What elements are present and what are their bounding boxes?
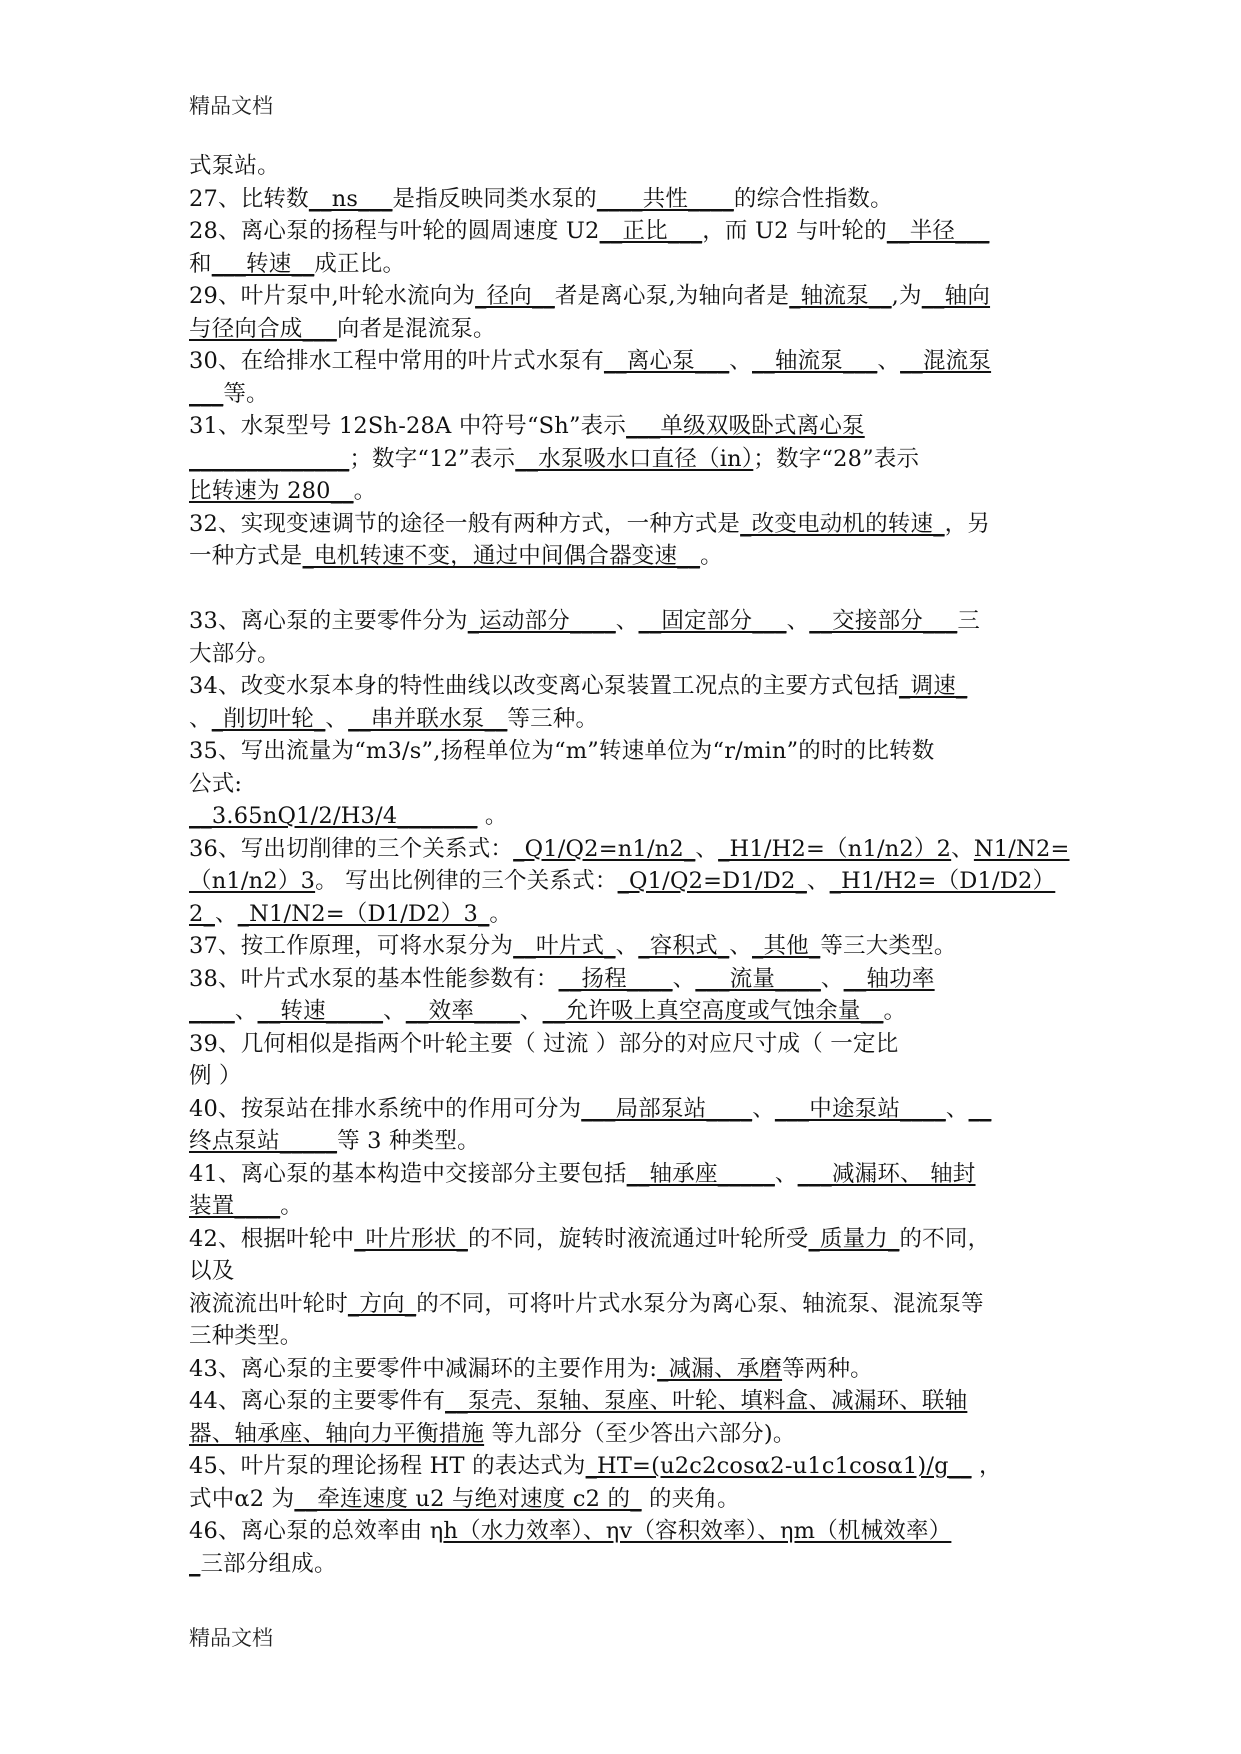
question-text: η xyxy=(422,1518,444,1544)
answer-blank: N1/N2= xyxy=(973,835,1070,862)
answer-blank: _其他_ xyxy=(752,933,821,959)
question-text: 、 xyxy=(672,965,696,992)
question-text: 。 xyxy=(700,543,723,569)
answer-blank: _HT=(u2c2cosα2-u1c1cosα1)/g__ xyxy=(585,1453,972,1479)
question-text: 44、离心泵的主要零件有 xyxy=(189,1388,446,1414)
text-line xyxy=(189,1223,1059,1256)
question-text: 、 xyxy=(806,868,830,894)
text-line xyxy=(189,1515,1059,1548)
answer-blank: _N1/N2=（D1/D2）3_ xyxy=(237,900,490,927)
text-line xyxy=(189,183,1059,216)
answer-blank: 与径向合成___ xyxy=(189,315,337,342)
answer-blank: ___减漏环、 轴封 xyxy=(797,1160,976,1187)
answer-blank: _方向_ xyxy=(347,1290,417,1317)
question-text: 。 xyxy=(883,998,907,1024)
question-text: 、 xyxy=(786,608,810,634)
question-text: 三部分组成。 xyxy=(200,1550,337,1577)
question-text: 45、叶片泵的理论扬程 HT 的表达式为 xyxy=(189,1453,586,1479)
question-text: 37、按工作原理，可将水泵分为 xyxy=(189,933,514,959)
answer-blank: 装置____ xyxy=(189,1193,281,1219)
question-text: 、 xyxy=(189,705,212,732)
question-text: 等两种。 xyxy=(782,1355,873,1382)
answer-blank: _ xyxy=(189,1550,201,1577)
answer-blank: __ xyxy=(968,1095,992,1122)
question-text: ，另 xyxy=(944,510,991,537)
question-text: 31、水泵型号 12Sh-28A 中符号“Sh”表示 xyxy=(189,413,627,439)
text-line xyxy=(189,313,1059,346)
question-text: 的夹角。 xyxy=(641,1485,740,1512)
question-text: 、 xyxy=(325,705,349,732)
question-text: 的综合性指数。 xyxy=(733,185,893,212)
text-line xyxy=(189,1255,1059,1288)
text-line xyxy=(189,1190,1059,1223)
question-text: 33、离心泵的主要零件分为 xyxy=(189,608,468,634)
question-text: 是指反映同类水泵的 xyxy=(392,185,597,212)
question-text: 。 xyxy=(280,1193,303,1219)
text-line xyxy=(189,605,1059,638)
text-line xyxy=(189,995,1059,1028)
text-line xyxy=(189,1288,1059,1321)
answer-blank: （n1/n2）3 xyxy=(189,868,316,894)
answer-blank: 终点泵站_____ xyxy=(189,1128,338,1154)
text-line xyxy=(189,1093,1059,1126)
question-text: 、 xyxy=(945,1095,969,1122)
answer-blank: 比转速为 280__ xyxy=(189,478,354,504)
answer-blank: _Q1/Q2=n1/n2_ xyxy=(513,835,696,862)
question-text: 、 xyxy=(752,1095,775,1122)
answer-blank: _改变电动机的转速_ xyxy=(740,510,945,537)
question-text: 42、根据叶轮中 xyxy=(189,1225,355,1252)
answer-blank: 器、轴承座、轴向力平衡措施 xyxy=(189,1420,485,1447)
answer-blank: ______________ xyxy=(189,445,350,472)
text-line xyxy=(189,1125,1059,1158)
question-text: 46、离心泵的总效率由 xyxy=(189,1518,423,1544)
question-text: 以及 xyxy=(189,1258,235,1284)
question-text: 、 xyxy=(877,348,901,374)
text-line xyxy=(189,345,1059,378)
answer-blank: __扬程____ xyxy=(558,965,673,992)
text-line xyxy=(189,930,1059,963)
question-text: 三 xyxy=(957,608,981,634)
question-text: 、 xyxy=(820,965,844,992)
answer-blank: _电机转速不变，通过中间偶合器变速__ xyxy=(302,543,701,569)
answer-blank: __半径___ xyxy=(886,218,990,244)
question-text: 、 xyxy=(383,998,406,1024)
question-text: 的不同，可将叶片式水泵分为离心泵、轴流泵、混流泵等 xyxy=(416,1290,984,1317)
answer-blank: __转速_____ xyxy=(257,998,384,1024)
question-text: 的不同，旋转时液流通过叶轮所受 xyxy=(467,1225,809,1252)
text-line xyxy=(189,963,1059,996)
answer-blank: __交接部分___ xyxy=(809,608,958,634)
blank-line xyxy=(189,573,1059,606)
question-text: 40、按泵站在排水系统中的作用可分为 xyxy=(189,1095,582,1122)
text-line xyxy=(189,540,1059,573)
answer-blank: _削切叶轮_ xyxy=(211,705,326,732)
text-line xyxy=(189,735,1059,768)
text-line xyxy=(189,150,1059,183)
question-text: 例 ） xyxy=(189,1063,242,1089)
answer-blank: __轴流泵___ xyxy=(752,348,878,374)
text-line xyxy=(189,1060,1059,1093)
question-text: 等三种。 xyxy=(507,705,599,732)
answer-blank: __ns___ xyxy=(308,185,393,212)
text-line xyxy=(189,768,1059,801)
answer-blank: __混流泵 xyxy=(900,348,992,374)
text-line xyxy=(189,898,1059,931)
text-line xyxy=(189,670,1059,703)
answer-blank: _调速_ xyxy=(899,673,968,699)
question-text: 41、离心泵的基本构造中交接部分主要包括 xyxy=(189,1160,627,1187)
question-text: 等 3 种类型。 xyxy=(337,1128,480,1154)
page-footer: 精品文档 xyxy=(189,1626,273,1650)
question-text: 、 xyxy=(214,900,238,927)
question-text: 等三大类型。 xyxy=(820,933,957,959)
answer-blank: _运动部分____ xyxy=(467,608,616,634)
text-line xyxy=(189,475,1059,508)
text-line xyxy=(189,1320,1059,1353)
text-line xyxy=(189,1353,1059,1386)
answer-blank: __3.65nQ1/2/H3/4_______ xyxy=(189,803,478,829)
question-text: 的不同， xyxy=(899,1225,991,1252)
question-text: 、 xyxy=(615,933,639,959)
answer-blank: _减漏、承磨 xyxy=(657,1355,783,1382)
question-text: 液流流出叶轮时 xyxy=(189,1290,348,1317)
answer-blank: _径向__ xyxy=(475,283,555,309)
answer-blank: ___流量____ xyxy=(695,965,821,992)
question-text: 43、离心泵的主要零件中减漏环的主要作用为: xyxy=(189,1355,658,1382)
answer-blank: ___转速__ xyxy=(211,250,315,277)
question-text: 、 xyxy=(774,1160,798,1187)
question-text: 30、在给排水工程中常用的叶片式水泵有 xyxy=(189,348,604,374)
answer-blank: __轴承座_____ xyxy=(626,1160,775,1187)
question-text: 公式: xyxy=(189,770,243,797)
question-text: 大部分。 xyxy=(189,640,280,667)
question-text: ；数字“12”表示 xyxy=(349,445,516,472)
text-line xyxy=(189,1483,1059,1516)
text-line xyxy=(189,443,1059,476)
text-line xyxy=(189,703,1059,736)
question-text: 。 写出比例律的三个关系式： xyxy=(315,868,618,894)
text-line xyxy=(189,248,1059,281)
answer-blank: _轴流泵__ xyxy=(789,283,892,309)
text-line xyxy=(189,1450,1059,1483)
answer-blank: ____共性____ xyxy=(596,185,734,212)
question-text: ；数字“28”表示 xyxy=(753,445,920,472)
text-line xyxy=(189,280,1059,313)
question-text: 38、叶片式水泵的基本性能参数有： xyxy=(189,965,559,992)
answer-blank: __正比___ xyxy=(599,218,703,244)
answer-blank: _H1/H2=（D1/D2） xyxy=(829,868,1056,894)
text-line xyxy=(189,800,1059,833)
document-body xyxy=(189,150,1070,1580)
question-text: 32、实现变速调节的途径一般有两种方式，一种方式是 xyxy=(189,510,741,537)
question-text: 者是离心泵,为轴向者是 xyxy=(554,283,790,309)
answer-blank: ___中途泵站____ xyxy=(774,1095,946,1122)
answer-blank: ___单级双吸卧式离心泵 xyxy=(626,413,865,439)
answer-blank: __离心泵___ xyxy=(603,348,730,374)
question-text: 式中α2 为 xyxy=(189,1485,295,1512)
answer-blank: ____ xyxy=(189,998,235,1024)
question-text: 等九部分（至少答出六部分)。 xyxy=(484,1420,796,1447)
question-text: 、 xyxy=(695,835,719,862)
question-text: 28、离心泵的扬程与叶轮的圆周速度 U2 xyxy=(189,218,600,244)
question-text: 。 xyxy=(477,803,508,829)
question-text: 和 xyxy=(189,250,212,277)
text-line xyxy=(189,1158,1059,1191)
answer-blank: ___ xyxy=(189,380,224,407)
text-line xyxy=(189,215,1059,248)
answer-blank: __叶片式_ xyxy=(513,933,616,959)
answer-blank: _容积式_ xyxy=(638,933,730,959)
answer-blank: _H1/H2=（n1/n2）2 xyxy=(718,835,952,862)
question-text: 36、写出切削律的三个关系式： xyxy=(189,835,514,862)
text-line xyxy=(189,1548,1059,1581)
question-text: 27、比转数 xyxy=(189,185,309,212)
question-text: 、 xyxy=(729,933,753,959)
answer-blank: __固定部分___ xyxy=(638,608,787,634)
answer-blank: __允许吸上真空高度或气蚀余量__ xyxy=(542,998,884,1024)
answer-blank: __串并联水泵__ xyxy=(348,705,508,732)
question-text: 式泵站。 xyxy=(189,153,280,179)
answer-blank: __水泵吸水口直径（in） xyxy=(515,445,754,472)
text-line xyxy=(189,1418,1059,1451)
answer-blank: __轴功率 xyxy=(843,965,935,992)
question-text: 、 xyxy=(615,608,639,634)
question-text: 、 xyxy=(519,998,543,1024)
text-line xyxy=(189,833,1070,866)
text-line xyxy=(189,1385,1059,1418)
page-header: 精品文档 xyxy=(189,94,273,118)
question-text: 、 xyxy=(234,998,258,1024)
question-text: 。 xyxy=(353,478,377,504)
text-line xyxy=(189,865,1059,898)
question-text: 成正比。 xyxy=(314,250,406,277)
answer-blank: __泵壳、泵轴、泵座、叶轮、填料盒、减漏环、联轴 xyxy=(445,1388,968,1414)
text-line xyxy=(189,1028,1059,1061)
question-text: 一种方式是 xyxy=(189,543,303,569)
answer-blank: h（水力效率）、ηv（容积效率）、ηm（机械效率） xyxy=(443,1518,952,1544)
question-text: 、 xyxy=(729,348,752,374)
text-line xyxy=(189,378,1059,411)
answer-blank: _质量力_ xyxy=(808,1225,900,1252)
answer-blank: 2_ xyxy=(189,900,215,927)
question-text: 35、写出流量为“m3/s”,扬程单位为“m”转速单位为“r/min”的时的比转数 xyxy=(189,738,935,764)
question-text: 、 xyxy=(951,835,974,862)
text-line xyxy=(189,410,1059,443)
question-text: 向者是混流泵。 xyxy=(336,315,496,342)
question-text: ，而 U2 与叶轮的 xyxy=(702,218,887,244)
question-text: 等。 xyxy=(223,380,269,407)
text-line xyxy=(189,508,1059,541)
question-text: 29、叶片泵中,叶轮水流向为 xyxy=(189,283,476,309)
text-line xyxy=(189,638,1059,671)
question-text: 。 xyxy=(489,900,513,927)
answer-blank: _叶片形状_ xyxy=(354,1225,468,1252)
answer-blank: __轴向 xyxy=(921,283,991,309)
question-text: 三种类型。 xyxy=(189,1323,303,1349)
question-text: 34、改变水泵本身的特性曲线以改变离心泵装置工况点的主要方式包括 xyxy=(189,673,900,699)
question-text: ， xyxy=(971,1453,1002,1479)
answer-blank: __效率____ xyxy=(405,998,520,1024)
question-text: 39、几何相似是指两个叶轮主要（ 过流 ）部分的对应尺寸成（ 一定比 xyxy=(189,1030,899,1057)
answer-blank: _Q1/Q2=D1/D2_ xyxy=(617,868,807,894)
question-text: ,为 xyxy=(891,283,922,309)
answer-blank: __牵连速度 u2 与绝对速度 c2 的_ xyxy=(294,1485,642,1512)
answer-blank: ___局部泵站____ xyxy=(581,1095,753,1122)
